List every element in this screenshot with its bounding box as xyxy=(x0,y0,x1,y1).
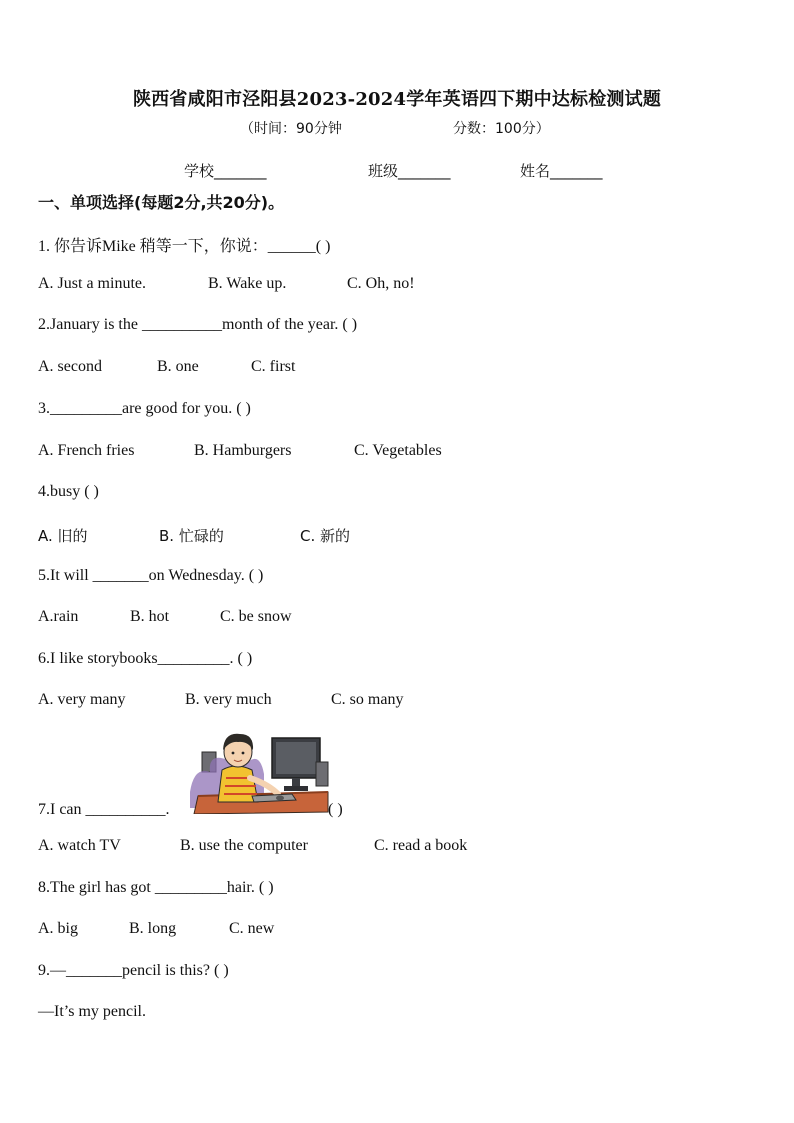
option-a: A. second xyxy=(38,358,102,375)
question-6-stem: 6.I like storybooks_________. ( ) xyxy=(38,650,253,667)
option-c: C. first xyxy=(251,358,296,375)
option-b: B. use the computer xyxy=(180,837,308,854)
option-b: B. long xyxy=(129,920,177,937)
question-9-stem: 9.—_______pencil is this? ( ) xyxy=(38,962,229,979)
option-b: B. Hamburgers xyxy=(194,442,292,459)
option-b: B. 忙碌的 xyxy=(159,527,224,545)
option-a: A. French fries xyxy=(38,442,135,459)
option-b: B. one xyxy=(157,358,199,375)
section-title: 一、单项选择(每题2分,共20分)。 xyxy=(38,193,285,212)
total-score: 分数：100分） xyxy=(453,121,550,137)
question-3-stem: 3._________are good for you. ( ) xyxy=(38,400,251,417)
option-c: C. 新的 xyxy=(300,527,351,545)
question-7-stem: 7.I can __________. xyxy=(38,801,170,818)
class-field: 班级_______ xyxy=(368,162,451,180)
option-c: C. new xyxy=(229,920,275,937)
option-a: A. 旧的 xyxy=(38,527,88,545)
school-field: 学校_______ xyxy=(184,162,267,180)
question-2-stem: 2.January is the __________month of the year. ( ) xyxy=(38,316,358,333)
option-c: C. read a book xyxy=(374,837,468,854)
boy-using-computer-illustration xyxy=(188,722,330,814)
name-field: 姓名_______ xyxy=(520,162,603,180)
option-b: B. hot xyxy=(130,608,170,625)
question-7-answer-paren: ( ) xyxy=(328,801,343,818)
question-4-stem: 4.busy ( ) xyxy=(38,483,99,500)
question-8-stem: 8.The girl has got _________hair. ( ) xyxy=(38,879,274,896)
option-a: A.rain xyxy=(38,608,79,625)
time-limit: （时间：90分钟 xyxy=(240,121,342,137)
option-c: C. so many xyxy=(331,691,404,708)
option-b: B. Wake up. xyxy=(208,275,287,292)
option-a: A. very many xyxy=(38,691,126,708)
option-c: C. Vegetables xyxy=(354,442,442,459)
question-5-stem: 5.It will _______on Wednesday. ( ) xyxy=(38,567,264,584)
question-1-stem: 1. 你告诉Mike 稍等一下，你说：______( ) xyxy=(38,238,331,255)
option-c: C. be snow xyxy=(220,608,292,625)
option-b: B. very much xyxy=(185,691,272,708)
option-a: A. Just a minute. xyxy=(38,275,146,292)
option-c: C. Oh, no! xyxy=(347,275,415,292)
option-a: A. big xyxy=(38,920,78,937)
option-a: A. watch TV xyxy=(38,837,121,854)
question-9-answer-line: —It’s my pencil. xyxy=(38,1003,146,1020)
exam-title: 陕西省咸阳市泾阳县2023-2024学年英语四下期中达标检测试题 xyxy=(132,89,662,110)
